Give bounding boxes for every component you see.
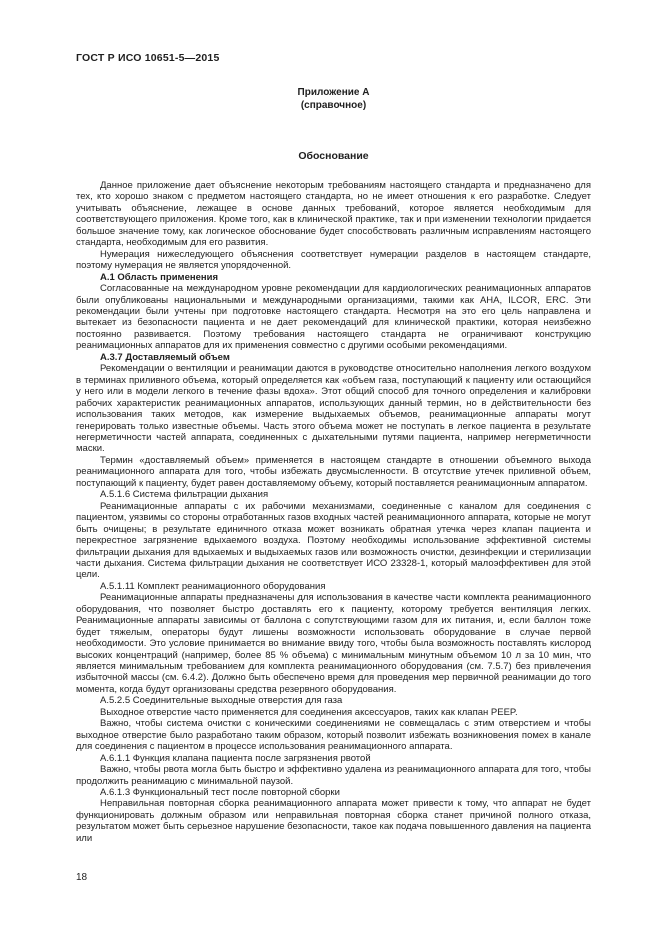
page-number: 18 (76, 872, 88, 883)
paragraph: Рекомендации о вентиляции и реанимации даются в руководстве относительно наполнения легкого воздухом в терминах приливного объема, который определяется как «объем газа, поступающий к пациенту или остающийся у него или в модели легкого в течение фазы вдоха». Этот общий способ для точного определения и калибровки рабочих характеристик реанимационных аппаратов, использующих данный термин, но в действительности без использования таких методов, как измерение выдыхаемых объемов, реанимационные аппараты могут генерировать только известные объемы. Часть этого объема может не поступать в легкое пациента в результате негерметичности частей аппарата, соединенных с дыхательными путями пациента, например негерметичности маски. (76, 363, 591, 455)
paragraph: Важно, чтобы рвота могла быть быстро и эффективно удалена из реанимационного аппарата для того, чтобы продолжить реанимацию с минимальной паузой. (76, 764, 591, 787)
clause-heading: А.6.1.3 Функциональный тест после повторной сборки (100, 787, 340, 799)
paragraph: Термин «доставляемый объем» применяется в настоящем стандарте в отношении объемного выхода реанимационного аппарата для того, чтобы избежать двусмысленности. В отсутствие утечек приливной объем, поступающий к пациенту, будет равен доставляемому объему, который поставляется реанимационным аппаратом. (76, 454, 591, 489)
paragraph: Неправильная повторная сборка реанимационного аппарата может привести к тому, что аппарат не будет функционировать должным образом или неправильная повторная сборка станет причиной полного отказа, результатом может быть серьезное нарушение безопасности, такое как подача повышенного давления на пациента или (76, 798, 592, 844)
clause-heading: А.5.2.5 Соединительные выходные отверстия для газа (100, 695, 343, 707)
clause-heading: А.5.1.6 Система фильтрации дыхания (100, 489, 269, 501)
standard-designation: ГОСТ Р ИСО 10651-5—2015 (76, 52, 220, 64)
clause-heading: А.6.1.1 Функция клапана пациента после загрязнения рвотой (100, 752, 371, 764)
paragraph: Данное приложение дает объяснение некоторым требованиям настоящего стандарта и предназначено для тех, кто хорошо знаком с предметом настоящего стандарта, но не имеет отношения к его разработке. Следует учитывать объяснение, лежащее в основе данных требований, которое является необходимым для соответствующего приложения. Кроме того, как в клинической практике, так и при изменении технологии придается большое значение тому, как логическое обоснование будет способствовать различным исправлениям настоящего стандарта, необходимым для его развития. (76, 180, 591, 249)
paragraph: Реанимационные аппараты предназначены для использования в качестве части комплекта реанимационного оборудования, что позволяет быстро доставлять его к пациенту, которому требуется вентиляция легких. Реанимационные аппараты зависимы от баллона с сопутствующими газом для их питания, и, если баллон тоже будет тяжелым, операторы будут лишены возможности использовать оборудование в случае первой необходимости. Это условие принимается во внимание ввиду того, чтобы была возможность поставлять кислород высоких концентраций (например, более 85 % объема) с минимальным минутным объемом 10 л за 10 мин, что является минимальным требованием для комплекта реанимационного оборудования (см. 7.5.7) без привлечения избыточной массы (см. 6.4.2). Должно быть обеспечено время для проведения мер первичной реанимации до того момента, когда будут организованы средства резервного оборудования. (76, 592, 591, 695)
paragraph: Выходное отверстие часто применяется для соединения аксессуаров, таких как клапан PEEP. (100, 706, 518, 718)
paragraph: Согласованные на международном уровне рекомендации для кардиологических реанимационных аппаратов были опубликованы национальными и международными организациями, такими как AHA, ILCOR, ERC. Эти рекомендации были учтены при подготовке настоящего стандарта. Несмотря на это его цель направлена и вытекает из безопасности пациента и не дает рекомендаций для клинической практики, которая неизбежно постоянно развивается. Поэтому требования настоящего стандарта не ограничивают конструкцию реанимационных аппаратов для их применения совместно с другими особыми рекомендациями. (76, 283, 591, 352)
paragraph: Важно, чтобы система очистки с коническими соединениями не совмещалась с этим отверстием и чтобы выходное отверстие было разработано таким образом, который позволит избежать возникновения помех в канале для соединения с пациентом в процессе использования реанимационного аппарата. (76, 718, 591, 753)
annex-subtitle: (справочное) (300, 100, 367, 111)
annex-title: Приложение А (297, 87, 370, 98)
paragraph: Реанимационные аппараты с их рабочими механизмами, соединенные с каналом для соединения с пациентом, уязвимы со стороны отработанных газов входных частей реанимационного аппарата, которые не могут быть очищены; в результате единичного отказа может возникать обратная утечка через клапан пациента и перекрестное загрязнение вдыхаемого воздуха. Поэтому необходимы использование эффективной системы фильтрации дыхания для вдыхаемых и выдыхаемых газов или возможность очистки, дезинфекции и стерилизации части дыхания. Система фильтрации дыхания не соответствует ИСО 23328-1, который малоэффективен для этой цели. (76, 500, 591, 581)
clause-heading: А.3.7 Доставляемый объем (100, 351, 230, 363)
clause-heading: А.1 Область применения (100, 271, 219, 283)
document-body (76, 180, 591, 844)
paragraph: Нумерация нижеследующего объяснения соответствует нумерации разделов в настоящем стандарте, поэтому нумерация не является упорядоченной. (76, 248, 591, 272)
clause-heading: А.5.1.11 Комплект реанимационного оборудования (100, 580, 326, 592)
section-title: Обоснование (298, 150, 369, 162)
